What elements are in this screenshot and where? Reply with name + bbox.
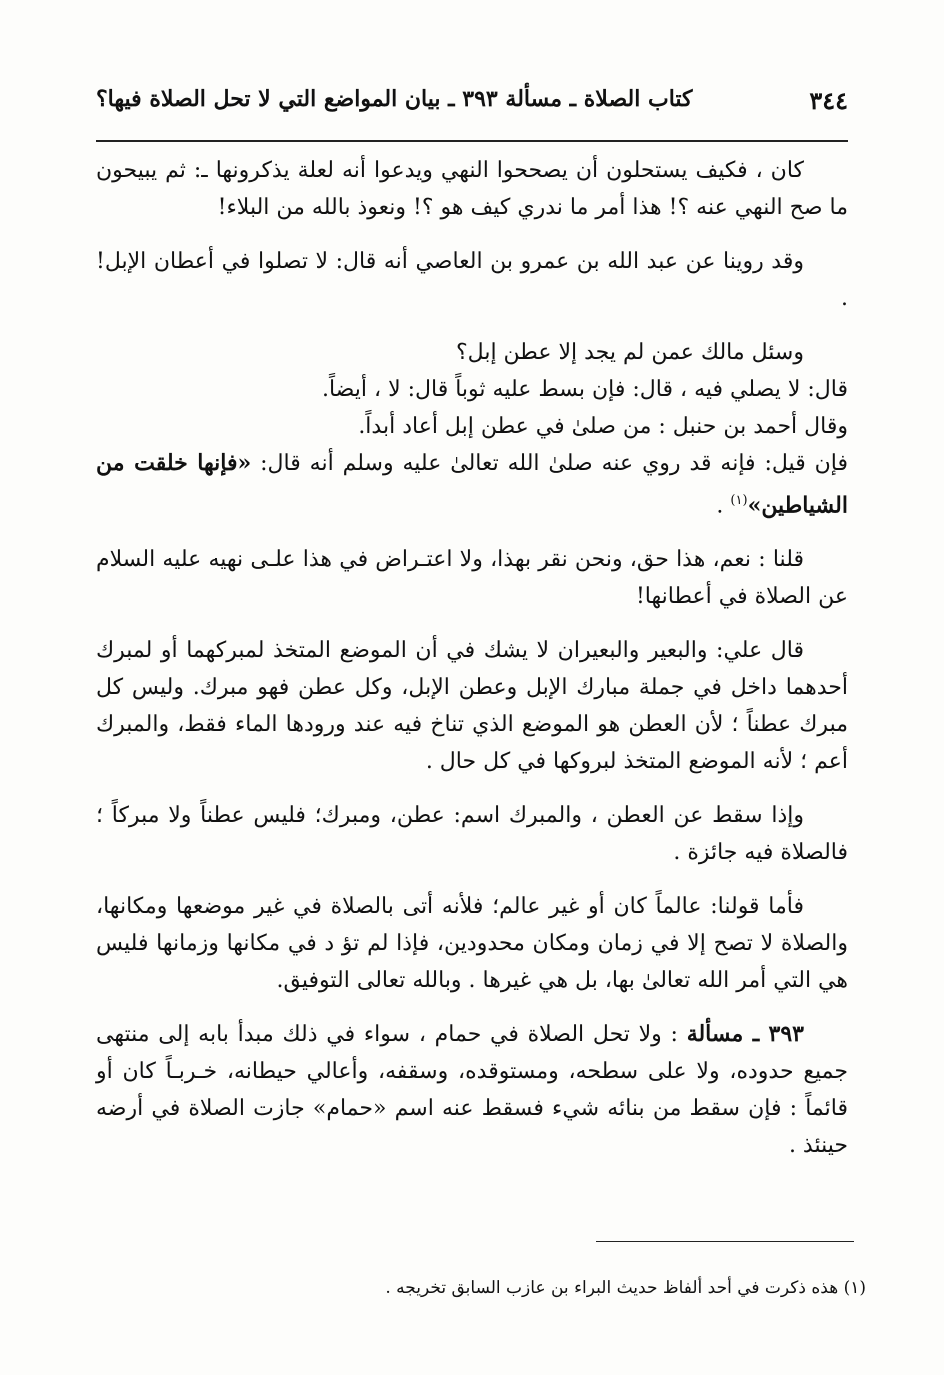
paragraph: ٣٩٣ ـ مسألة : ولا تحل الصلاة في حمام ، سواء في ذلك مبدأ بابه إلى منتهى جميع حدوده، ولا على سطحه، ومستوقده، وسقفه، وأعالي حيطانه، خـربـاً كان أو قائماً : فإن سقط من بنائه شيء فسقط عنه اسم «حمام» جازت الصلاة في أرضه حينئذ . xyxy=(96,1021,849,1159)
paragraph: قال علي: والبعير والبعيران لا يشك في أن الموضع المتخذ لمبركهما أو لمبرك أحدهما داخل في جملة مبارك الإبل وعطن الإبل، وكل عطن فهو مبرك. وليس كل مبرك عطناً ؛ لأن العطن هو الموضع الذي تناخ فيه عند ورودها الماء فقط، والمبرك أعم ؛ لأنه الموضع المتخذ لبروكها في كل حال . xyxy=(96,638,848,775)
paragraph: وإذا سقط عن العطن ، والمبرك اسم: عطن، ومبرك؛ فليس عطناً ولا مبركاً ؛ فالصلاة فيه جائزة . xyxy=(96,803,848,866)
header-rule xyxy=(96,140,848,142)
footnote: (١) هذه ذكرت في أحد ألفاظ حديث البراء بن عازب السابق تخريجه . xyxy=(385,1278,866,1298)
paragraph: قلنا : نعم، هذا حق، ونحن نقر بهذا، ولا اعتـراض في هذا علـى نهيه عليه السلام عن الصلاة في أعطانها! xyxy=(96,547,848,610)
paragraph: فأما قولنا: عالماً كان أو غير عالم؛ فلأنه أتى بالصلاة في غير موضعها ومكانها، والصلاة لا تصح إلا في زمان ومكان محدودين، فإذا لم تؤ د في مكانها وزمانها فليس هي التي أمر الله تعالىٰ بها، بل هي غيرها . وبالله تعالى التوفيق. xyxy=(96,894,848,994)
running-title: كتاب الصلاة ـ مسألة ٣٩٣ ـ بيان المواضع التي لا تحل الصلاة فيها؟ xyxy=(96,86,693,112)
hadith-quote: «فإنها خلقت من الشياطين» xyxy=(96,450,848,519)
paragraph: قال: لا يصلي فيه ، قال: فإن بسط عليه ثوباً قال: لا ، أيضاً. xyxy=(321,377,848,402)
paragraph: وقد روينا عن عبد الله بن عمرو بن العاصي أنه قال: لا تصلوا في أعطان الإبل! . xyxy=(96,249,848,311)
issue-heading: ٣٩٣ ـ مسألة xyxy=(686,1021,804,1048)
paragraph: كان ، فكيف يستحلون أن يصححوا النهي ويدعوا أنه لعلة يذكرونها ـ: ثم يبيحون ما صح النهي عنه ؟! هذا أمر ما ندري كيف هو ؟! ونعوذ بالله من البلاء! xyxy=(96,158,848,220)
page-header xyxy=(96,80,848,124)
paragraph: وسئل مالك عمن لم يجد إلا عطن إبل؟ xyxy=(455,340,804,365)
footnote-rule xyxy=(596,1241,854,1242)
main-text xyxy=(96,152,848,1181)
page-number: ٣٤٤ xyxy=(809,86,848,115)
footnote-ref: (١) xyxy=(730,493,748,508)
paragraph: وقال أحمد بن حنبل : من صلىٰ في عطن إبل أعاد أبداً. xyxy=(358,414,848,439)
paragraph: فإن قيل: فإنه قد روي عنه صلىٰ الله تعالىٰ عليه وسلم أنه قال: «فإنها خلقت من الشياطين»$^{(١)}$ . xyxy=(96,450,848,519)
